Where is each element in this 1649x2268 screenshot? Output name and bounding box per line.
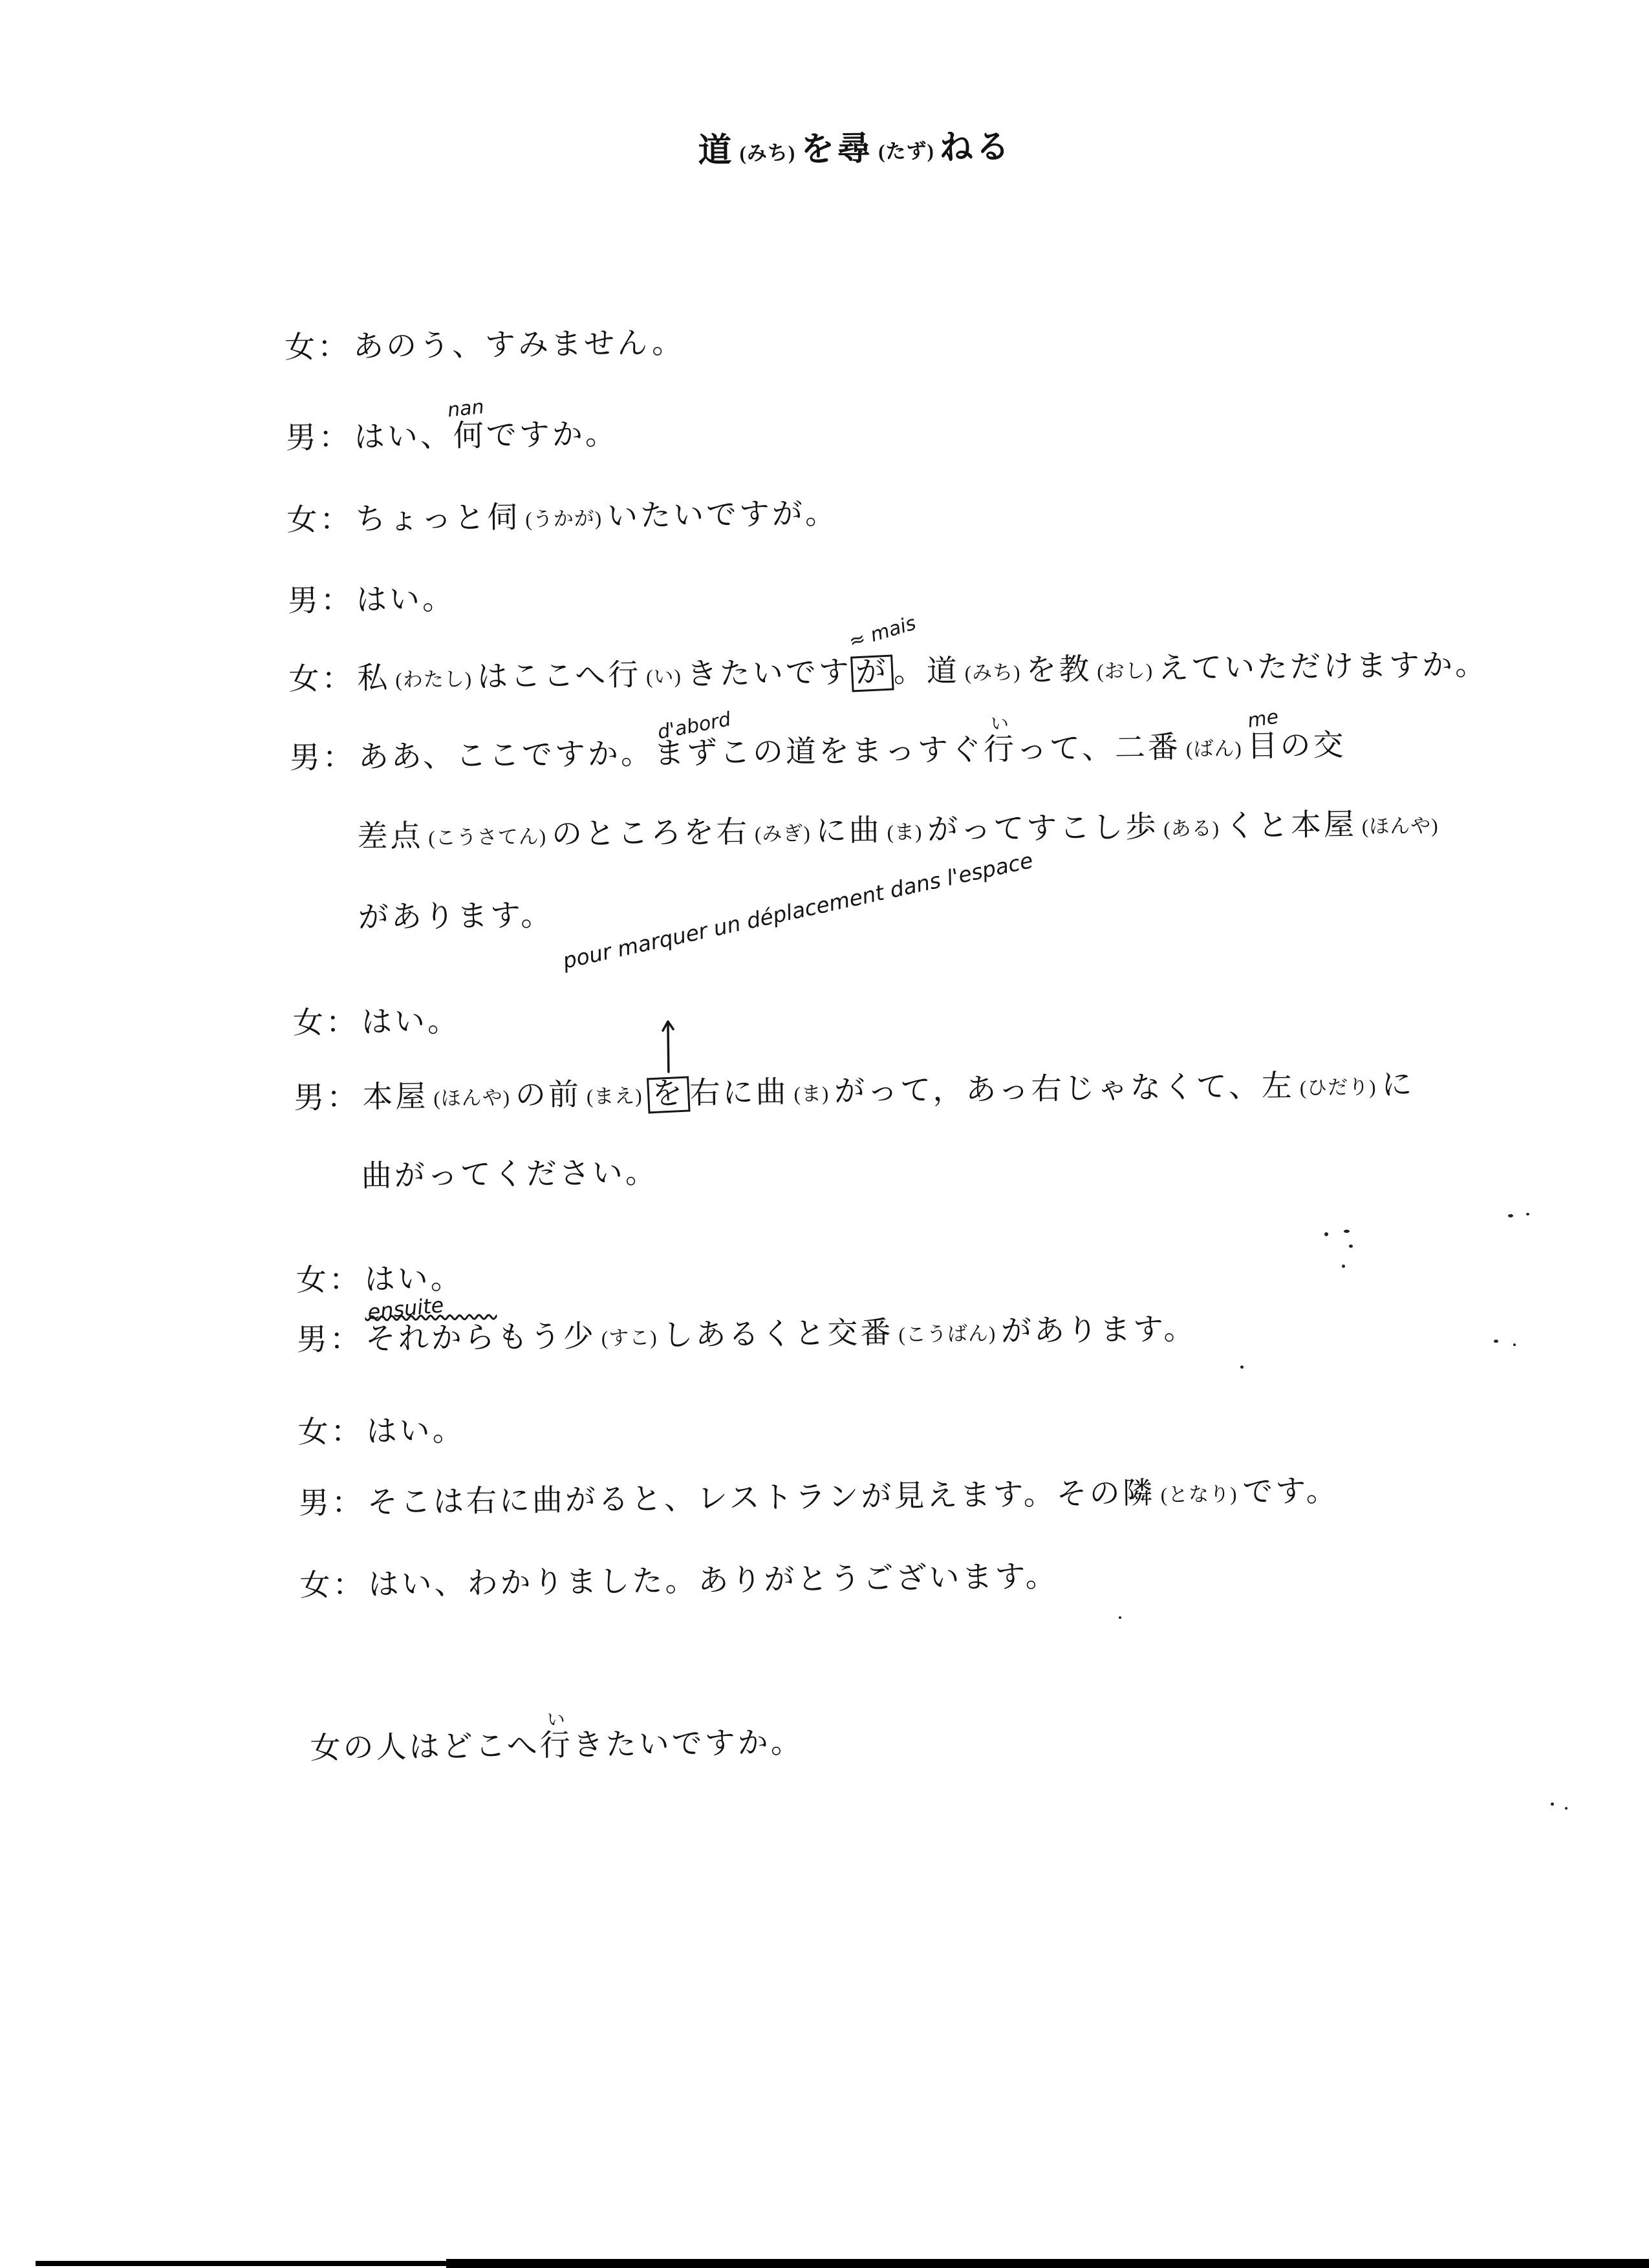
text-segment: きたいですか。	[572, 1726, 804, 1762]
speaker-label: 女：	[286, 502, 353, 538]
text-segment: まず	[653, 736, 720, 771]
dialogue-line	[288, 584, 456, 617]
text-segment: 目	[1247, 729, 1280, 764]
annotated-word	[983, 714, 1017, 767]
annotated-word	[539, 1709, 574, 1763]
scan-noise-speck	[1342, 1265, 1345, 1268]
speaker-label: 女：	[297, 1415, 364, 1450]
boxed-particle: が	[851, 655, 895, 692]
reading-segment: (ある)	[1163, 817, 1220, 840]
text-segment: がってすこし歩	[927, 810, 1159, 848]
handwritten-note-deplacement: pour marquer un déplacement dans l'espace	[560, 847, 1035, 974]
text-segment: 本屋	[361, 1080, 429, 1115]
reading-segment: (ま)	[793, 1082, 830, 1106]
dialogue-line-continuation	[358, 901, 554, 934]
scan-edge-band	[446, 2259, 1649, 2268]
text-segment: に曲	[815, 813, 882, 849]
scan-noise-speck	[1551, 1803, 1554, 1806]
handwritten-annotation: ≈ mais	[846, 612, 919, 654]
reading-segment: (となり)	[1160, 1482, 1238, 1506]
reading-segment: (ま)	[887, 820, 923, 844]
scan-noise-speck	[1344, 1230, 1350, 1233]
dialogue-line-continuation	[361, 1158, 659, 1192]
annotated-word	[653, 708, 733, 771]
speaker-label: 男：	[285, 420, 352, 456]
boxed-particle: を	[647, 1076, 691, 1113]
title-text: 道	[698, 132, 735, 170]
speaker-label: 女：	[284, 330, 351, 365]
annotated-word	[846, 612, 919, 692]
dialogue-line	[288, 612, 1489, 698]
text-segment: 私	[357, 661, 391, 696]
dialogue-line	[294, 1068, 1415, 1117]
speaker-label: 女：	[296, 1263, 363, 1298]
speaker-label: 男：	[289, 740, 356, 776]
scan-noise-speck	[1349, 1245, 1353, 1248]
handwritten-furigana: い	[990, 714, 1009, 734]
text-segment: があります。	[358, 899, 554, 935]
reading-segment: (ばん)	[1185, 737, 1242, 761]
text-segment: はい、	[354, 419, 454, 455]
text-segment: 。道	[893, 654, 960, 689]
dialogue-line	[296, 1292, 1197, 1357]
text-segment: があります。	[1000, 1312, 1197, 1349]
reading-segment: (すこ)	[601, 1326, 658, 1350]
scan-noise-speck	[1494, 1340, 1498, 1343]
text-segment: はい。	[364, 1261, 464, 1297]
text-segment: がって，あっ右じゃなくて、左	[834, 1069, 1295, 1109]
scan-noise-speck	[1119, 1616, 1121, 1619]
text-segment: 差点	[357, 819, 424, 854]
annotated-word	[1246, 705, 1280, 764]
reading-segment: (みぎ)	[754, 822, 811, 846]
comprehension-question	[310, 1709, 804, 1766]
dialogue-line	[296, 1261, 464, 1298]
dialogue-line	[299, 1476, 1339, 1519]
text-segment: この道をまっすぐ	[719, 733, 984, 770]
handwritten-annotation: ensuite	[366, 1292, 445, 1325]
handwritten-furigana: い	[546, 1709, 565, 1731]
scan-noise-speck	[1324, 1232, 1328, 1236]
scan-noise-speck	[1513, 1343, 1516, 1346]
reading-segment: (こうさてん)	[428, 825, 547, 850]
text-segment: に	[1381, 1067, 1415, 1102]
text-segment: くと本屋	[1224, 808, 1357, 844]
text-segment: ああ、ここですか。	[358, 737, 654, 775]
text-segment: 何	[453, 419, 487, 453]
text-segment: いたいですが。	[607, 497, 839, 534]
handwritten-annotation: me	[1246, 705, 1280, 733]
speaker-label: 男：	[293, 1080, 360, 1116]
text-segment: ですか。	[486, 417, 619, 453]
scan-noise-speck	[1508, 1214, 1513, 1217]
title-text: を尋	[800, 130, 874, 169]
reading-segment: (おし)	[1097, 659, 1154, 683]
text-segment: はい。	[361, 1004, 461, 1040]
text-segment: 行	[983, 733, 1017, 767]
dialogue-line	[289, 705, 1346, 776]
text-segment: のところを右	[551, 815, 750, 852]
text-segment: の前	[515, 1078, 582, 1113]
speaker-label: 女：	[292, 1005, 360, 1041]
reading-segment: (わたし)	[395, 667, 473, 692]
speaker-label: 女：	[288, 661, 355, 697]
text-segment: はい。	[356, 582, 456, 617]
dialogue-line	[299, 1559, 1059, 1603]
annotated-word	[365, 1292, 498, 1356]
text-segment: しあるくと交番	[662, 1316, 894, 1353]
up-arrow-icon	[658, 1016, 678, 1073]
dialogue-line	[285, 328, 685, 364]
speaker-label: 男：	[296, 1322, 363, 1357]
reading-segment: (ほんや)	[1361, 814, 1439, 838]
text-segment: はい。	[366, 1413, 466, 1449]
page-title	[698, 119, 1012, 171]
scan-noise-speck	[1240, 1365, 1244, 1369]
handwritten-annotation: nan	[446, 395, 486, 422]
dialogue-line	[286, 499, 838, 536]
reading-segment: (こうばん)	[898, 1321, 997, 1346]
text-segment: って、二番	[1016, 731, 1181, 767]
annotated-word	[446, 395, 487, 453]
dialogue-line	[292, 1004, 461, 1041]
text-segment: あのう、すみません。	[352, 326, 685, 364]
speaker-label: 男：	[298, 1486, 365, 1521]
text-segment: ちょっと伺	[355, 500, 521, 537]
dialogue-line	[285, 395, 619, 456]
scan-noise-speck	[1565, 1807, 1568, 1810]
text-segment: はここへ行	[477, 658, 641, 694]
reading-segment: (まえ)	[586, 1084, 643, 1108]
reading-segment: (い)	[645, 665, 682, 689]
text-segment: です。	[1242, 1474, 1339, 1510]
handwritten-annotation: d'abord	[656, 708, 733, 744]
text-segment: もう少	[497, 1320, 597, 1355]
text-segment: えていただけますか。	[1158, 648, 1489, 686]
text-segment: 女の人はどこへ	[310, 1729, 541, 1766]
title-reading: (たず)	[878, 139, 935, 163]
speaker-label: 男：	[287, 583, 354, 619]
text-segment: きたいです	[686, 656, 852, 692]
reading-segment: (みち)	[964, 661, 1021, 685]
speaker-label: 女：	[299, 1568, 366, 1603]
reading-segment: (ひだり)	[1299, 1075, 1377, 1100]
text-segment: それから	[365, 1321, 498, 1356]
reading-segment: (ほんや)	[433, 1086, 511, 1110]
annotated-word	[647, 1077, 690, 1113]
text-segment: を教	[1026, 652, 1092, 688]
text-segment: の交	[1280, 729, 1346, 764]
title-text: ねる	[939, 129, 1013, 167]
text-segment: そこは右に曲がると、レストランが見えます。その隣	[367, 1476, 1156, 1520]
text-segment: 行	[539, 1728, 574, 1763]
dialogue-line	[297, 1413, 466, 1450]
title-reading: (みち)	[739, 141, 796, 165]
reading-segment: (うかが)	[525, 507, 603, 531]
scan-edge-band	[36, 2261, 453, 2266]
dialogue-line-continuation	[357, 809, 1444, 853]
scan-noise-speck	[1526, 1213, 1529, 1215]
text-segment: はい、わかりました。ありがとうございます。	[368, 1559, 1059, 1602]
text-segment: 右に曲	[689, 1075, 789, 1111]
text-segment: 曲がってください。	[361, 1156, 659, 1193]
